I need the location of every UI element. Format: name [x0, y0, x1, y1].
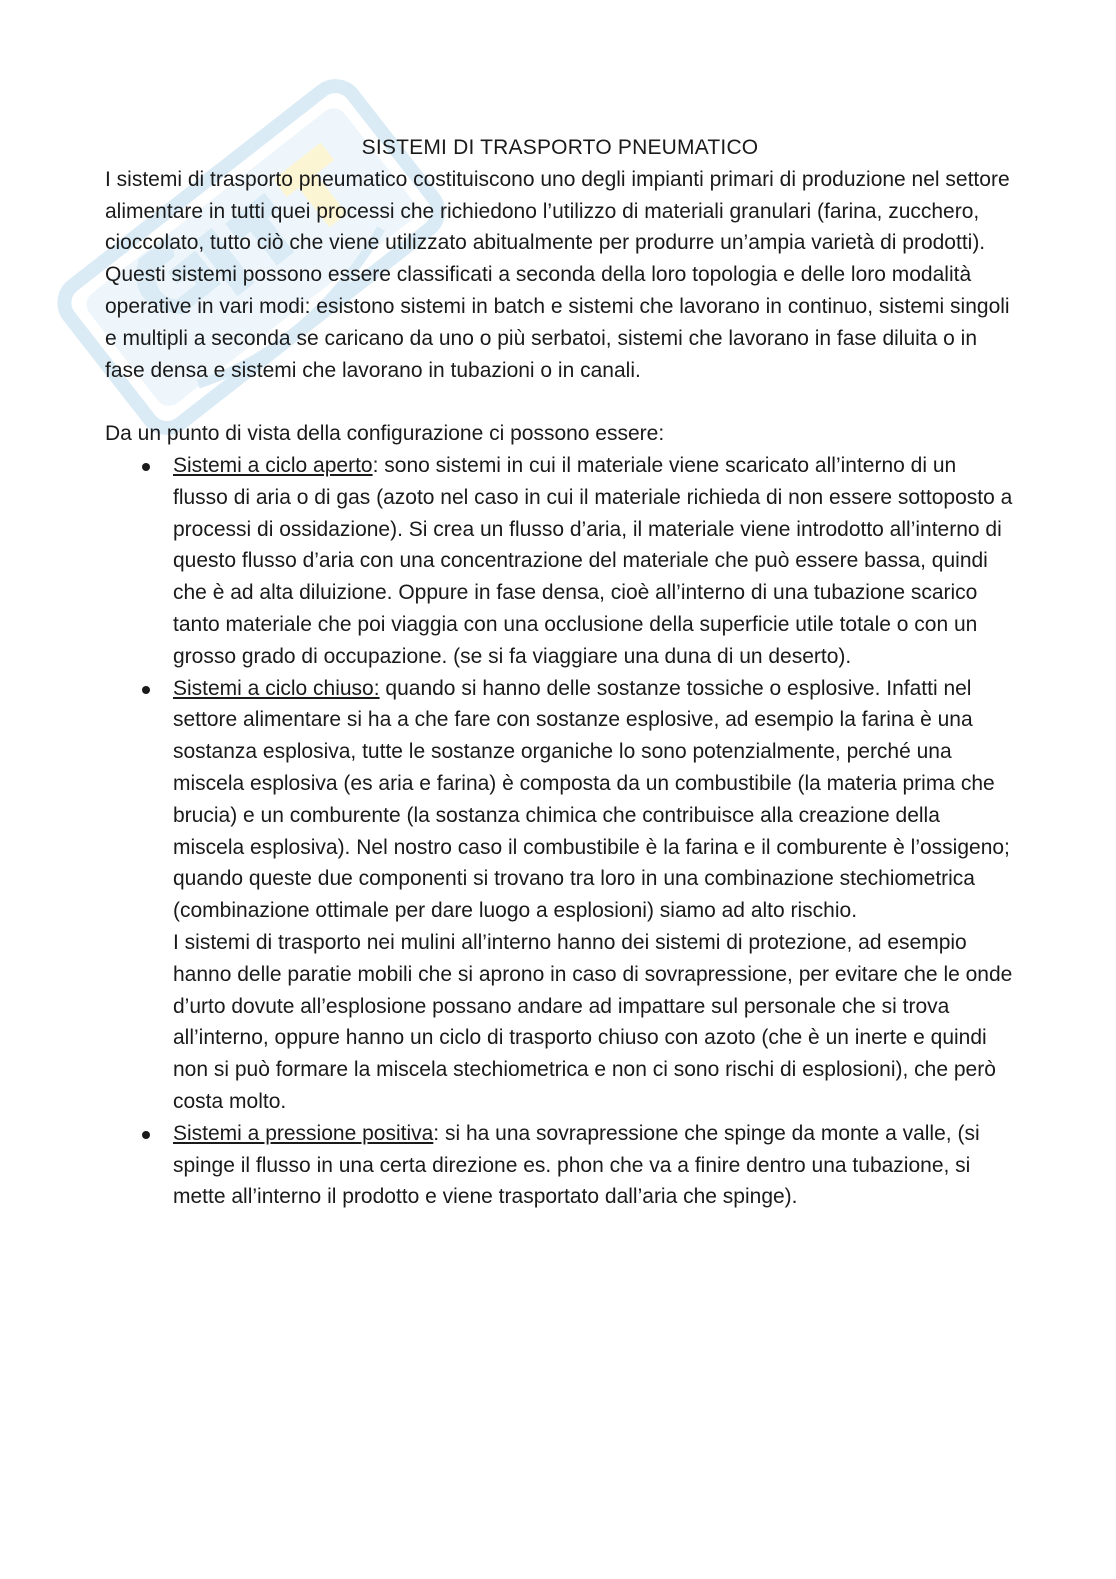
- list-item-open-cycle: [173, 450, 1015, 673]
- intro-paragraph-2: Questi sistemi possono essere classificati a seconda della loro topologia e delle loro modalità operative in vari modi: esistono sistemi in batch e sistemi che lavorano in continuo, sistemi singoli e multipli a seconda se caricano da uno o più serbatoi, sistemi che lavorano in fase diluita o in fase densa e sistemi che lavorano in tubazioni o in canali.: [105, 263, 1010, 382]
- bullet-icon: [142, 1131, 150, 1139]
- document-page: [105, 132, 1015, 1213]
- configuration-intro: Da un punto di vista della configurazione ci possono essere:: [105, 422, 665, 446]
- configuration-list: [105, 450, 1015, 1213]
- text-positive-pressure: : si ha una sovrapressione che spinge da monte a valle, (si spinge il flusso in una certa direzione es. phon che va a finire dentro una tubazione, si mette all’interno il prodotto e viene trasportato dall’aria che spinge).: [173, 1121, 980, 1209]
- text-open-cycle: : sono sistemi in cui il materiale viene scaricato all’interno di un flusso di aria o di gas (azoto nel caso in cui il materiale richieda di non essere sottoposto a processi di ossidazione). Si crea un flusso d’aria, il materiale viene introdotto all’interno di questo flusso d’aria con una concentrazione del materiale che può essere bassa, quindi che è ad alta diluizione. Oppure in fase densa, cioè all’interno di una tubazione scarico tanto materiale che poi viaggia con una occlusione della superficie utile totale o con un grosso grado di occupazione. (se si fa viaggiare una duna di un deserto).: [173, 453, 1013, 668]
- page-title: SISTEMI DI TRASPORTO PNEUMATICO: [361, 136, 759, 159]
- paragraph-spacer: [105, 386, 1015, 418]
- list-item-closed-cycle: [173, 673, 1015, 1118]
- intro-paragraph-1: I sistemi di trasporto pneumatico costituiscono uno degli impianti primari di produzione nel settore alimentare in tutti quei processi che richiedono l’utilizzo di materiali granulari (farina, zucchero, cioccolato, tutto ciò che viene utilizzato abitualmente per produrre un’ampia varietà di prodotti).: [105, 167, 1010, 255]
- text-closed-cycle: quando si hanno delle sostanze tossiche o esplosive. Infatti nel settore alimentare si ha a che fare con sostanze esplosive, ad esempio la farina è una sostanza esplosiva, tutte le sostanze organiche lo sono potenzialmente, perché una miscela esplosiva (es aria e farina) è composta da un combustibile (la materia prima che brucia) e un comburente (la sostanza chimica che contribuisce alla creazione della miscela esplosiva). Nel nostro caso il combustibile è la farina e il comburente è l’ossigeno; quando queste due componenti si trovano tra loro in una combinazione stechiometrica (combinazione ottimale per dare luogo a esplosioni) siamo ad alto rischio.: [173, 676, 1010, 923]
- term-closed-cycle: Sistemi a ciclo chiuso:: [173, 676, 380, 700]
- text-closed-cycle-extra: I sistemi di trasporto nei mulini all’interno hanno dei sistemi di protezione, ad esempio hanno delle paratie mobili che si aprono in caso di sovrapressione, per evitare che le onde d’urto dovute all’esplosione possano andare ad impattare sul personale che si trova all’interno, oppure hanno un ciclo di trasporto chiuso con azoto (che è un inerte e quindi non si può formare la miscela stechiometrica e non ci sono rischi di esplosioni), che però costa molto.: [173, 930, 1013, 1113]
- term-open-cycle: Sistemi a ciclo aperto: [173, 453, 373, 477]
- term-positive-pressure: Sistemi a pressione positiva: [173, 1121, 434, 1145]
- bullet-icon: [142, 463, 150, 471]
- list-item-positive-pressure: [173, 1118, 1015, 1213]
- bullet-icon: [142, 686, 150, 694]
